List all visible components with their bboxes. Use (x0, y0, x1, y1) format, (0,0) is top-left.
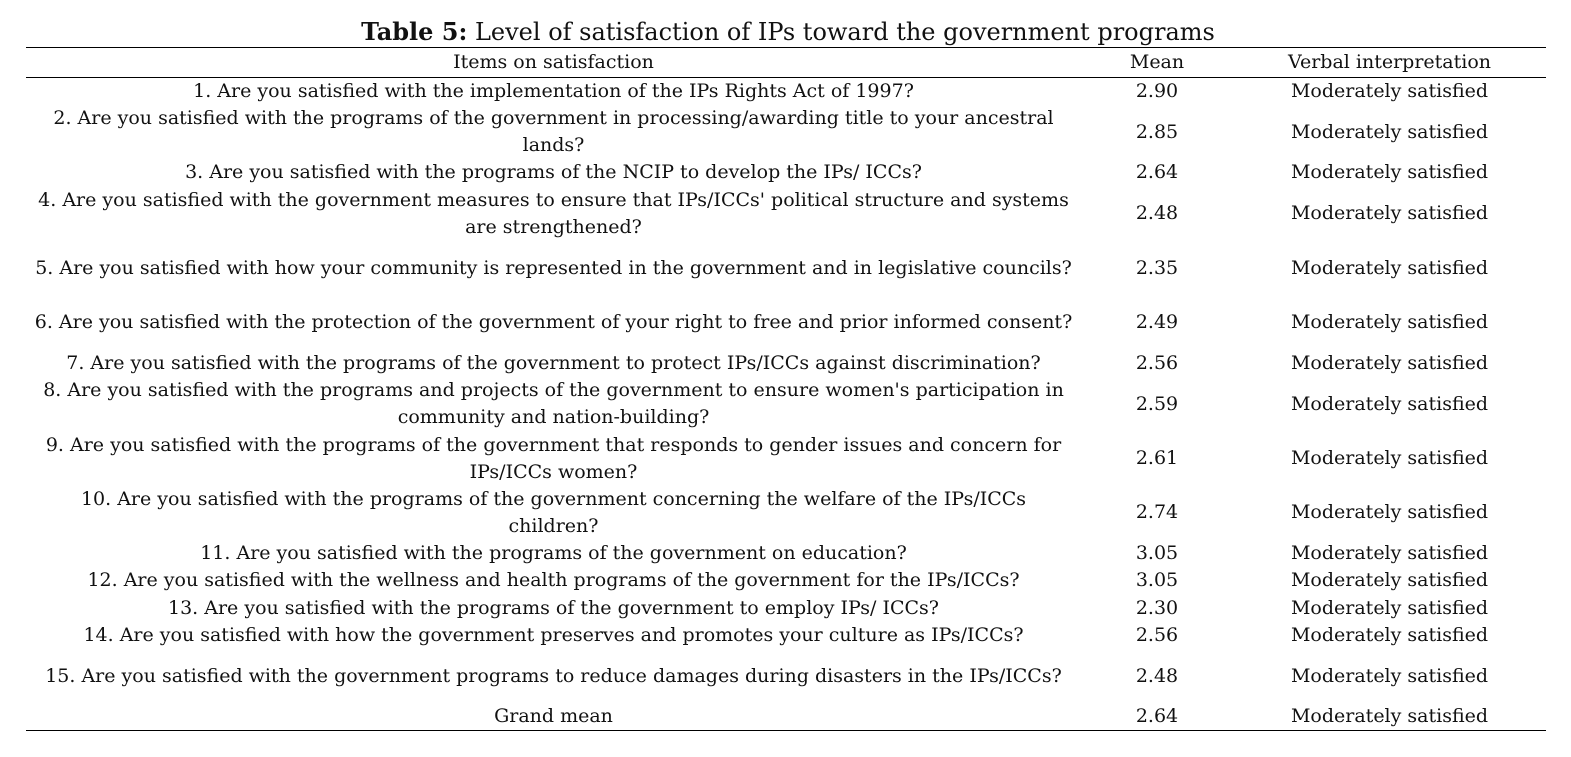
mean-cell: 2.74 (1135, 501, 1179, 524)
item-cell: 6. Are you satisfied with the protection of the government of your right to free and prior informed consent? (34, 311, 1073, 334)
item-cell: 13. Are you satisfied with the programs of the government to employ IPs/ ICCs? (168, 596, 939, 619)
mean-cell: 2.85 (1135, 120, 1179, 143)
table-row (26, 241, 1546, 295)
mean-cell: 3.05 (1135, 542, 1179, 565)
verbal-interpretation-cell: Moderately satisfied (1290, 569, 1489, 592)
mean-cell: 2.48 (1135, 202, 1179, 225)
grand-mean-row (26, 703, 1546, 731)
verbal-interpretation-cell: Moderately satisfied (1290, 120, 1489, 143)
item-cell: 8. Are you satisfied with the programs and projects of the government to ensure women's participation in community and nation-building? (43, 379, 1064, 429)
mean-cell: 2.90 (1135, 80, 1179, 102)
item-cell: 14. Are you satisfied with how the government preserves and promotes your culture as IPs/ICCs? (83, 623, 1024, 646)
table-row (26, 78, 1546, 106)
item-cell: 7. Are you satisfied with the programs of the government to protect IPs/ICCs against discrimination? (66, 351, 1041, 374)
mean-cell: 2.61 (1135, 447, 1179, 470)
table-row (26, 649, 1546, 703)
satisfaction-table (26, 47, 1546, 731)
table-row (26, 105, 1546, 159)
verbal-interpretation-cell: Moderately satisfied (1290, 542, 1489, 565)
verbal-interpretation-cell: Moderately satisfied (1290, 202, 1489, 225)
mean-cell: 2.49 (1135, 311, 1179, 334)
mean-cell: 2.64 (1135, 161, 1179, 184)
item-cell: 3. Are you satisfied with the programs of the NCIP to develop the IPs/ ICCs? (185, 161, 922, 184)
item-cell: 5. Are you satisfied with how your community is represented in the government and in legislative councils? (35, 256, 1072, 279)
item-cell: 12. Are you satisfied with the wellness and health programs of the government for the IPs/ICCs? (87, 569, 1020, 592)
grand-mean-label: Grand mean (26, 703, 1081, 731)
table-row (26, 622, 1546, 649)
table-caption-title: Level of satisfaction of IPs toward the government programs (474, 18, 1215, 46)
mean-cell: 2.30 (1135, 596, 1179, 619)
item-cell: 11. Are you satisfied with the programs of the government on education? (200, 542, 907, 565)
item-cell: 4. Are you satisfied with the government measures to ensure that IPs/ICCs' political structure and systems are strengthened? (38, 188, 1069, 238)
table-row (26, 431, 1546, 485)
verbal-interpretation-cell: Moderately satisfied (1290, 351, 1489, 374)
table-caption-label: Table 5: (361, 17, 468, 46)
mean-cell: 2.59 (1135, 392, 1179, 415)
verbal-interpretation-cell: Moderately satisfied (1290, 161, 1489, 184)
verbal-interpretation-cell: Moderately satisfied (1290, 501, 1489, 524)
verbal-interpretation-cell: Moderately satisfied (1290, 256, 1489, 279)
grand-mean-value: 2.64 (1081, 703, 1233, 731)
mean-cell: 2.35 (1135, 256, 1179, 279)
verbal-interpretation-cell: Moderately satisfied (1290, 80, 1489, 102)
table-row (26, 377, 1546, 431)
table-row (26, 567, 1546, 594)
table-row (26, 540, 1546, 567)
table-caption (0, 16, 1571, 48)
mean-cell: 2.56 (1135, 623, 1179, 646)
verbal-interpretation-cell: Moderately satisfied (1290, 623, 1489, 646)
column-header-items: Items on satisfaction (26, 48, 1081, 78)
mean-cell: 2.48 (1135, 664, 1179, 687)
table-row (26, 594, 1546, 621)
table-row (26, 350, 1546, 377)
item-cell: 15. Are you satisfied with the government programs to reduce damages during disasters in the IPs/ICCs? (45, 664, 1062, 687)
table-row (26, 486, 1546, 540)
table-header-row (26, 48, 1546, 78)
mean-cell: 3.05 (1135, 569, 1179, 592)
grand-mean-verbal-interpretation: Moderately satisfied (1233, 703, 1546, 731)
mean-cell: 2.56 (1135, 351, 1179, 374)
column-header-mean: Mean (1081, 48, 1233, 78)
item-cell: 2. Are you satisfied with the programs of the government in processing/awarding title to your ancestral lands? (53, 107, 1054, 157)
item-cell: 10. Are you satisfied with the programs of the government concerning the welfare of the IPs/ICCs children? (80, 487, 1027, 537)
item-cell: 9. Are you satisfied with the programs of the government that responds to gender issues and concern for IPs/ICCs women? (45, 433, 1062, 483)
verbal-interpretation-cell: Moderately satisfied (1290, 311, 1489, 334)
verbal-interpretation-cell: Moderately satisfied (1290, 664, 1489, 687)
table-row (26, 159, 1546, 186)
column-header-verbal-interpretation: Verbal interpretation (1233, 48, 1546, 78)
verbal-interpretation-cell: Moderately satisfied (1290, 392, 1489, 415)
table-row (26, 187, 1546, 241)
verbal-interpretation-cell: Moderately satisfied (1290, 447, 1489, 470)
item-cell: 1. Are you satisfied with the implementation of the IPs Rights Act of 1997? (193, 80, 914, 102)
table-row (26, 295, 1546, 349)
verbal-interpretation-cell: Moderately satisfied (1290, 596, 1489, 619)
